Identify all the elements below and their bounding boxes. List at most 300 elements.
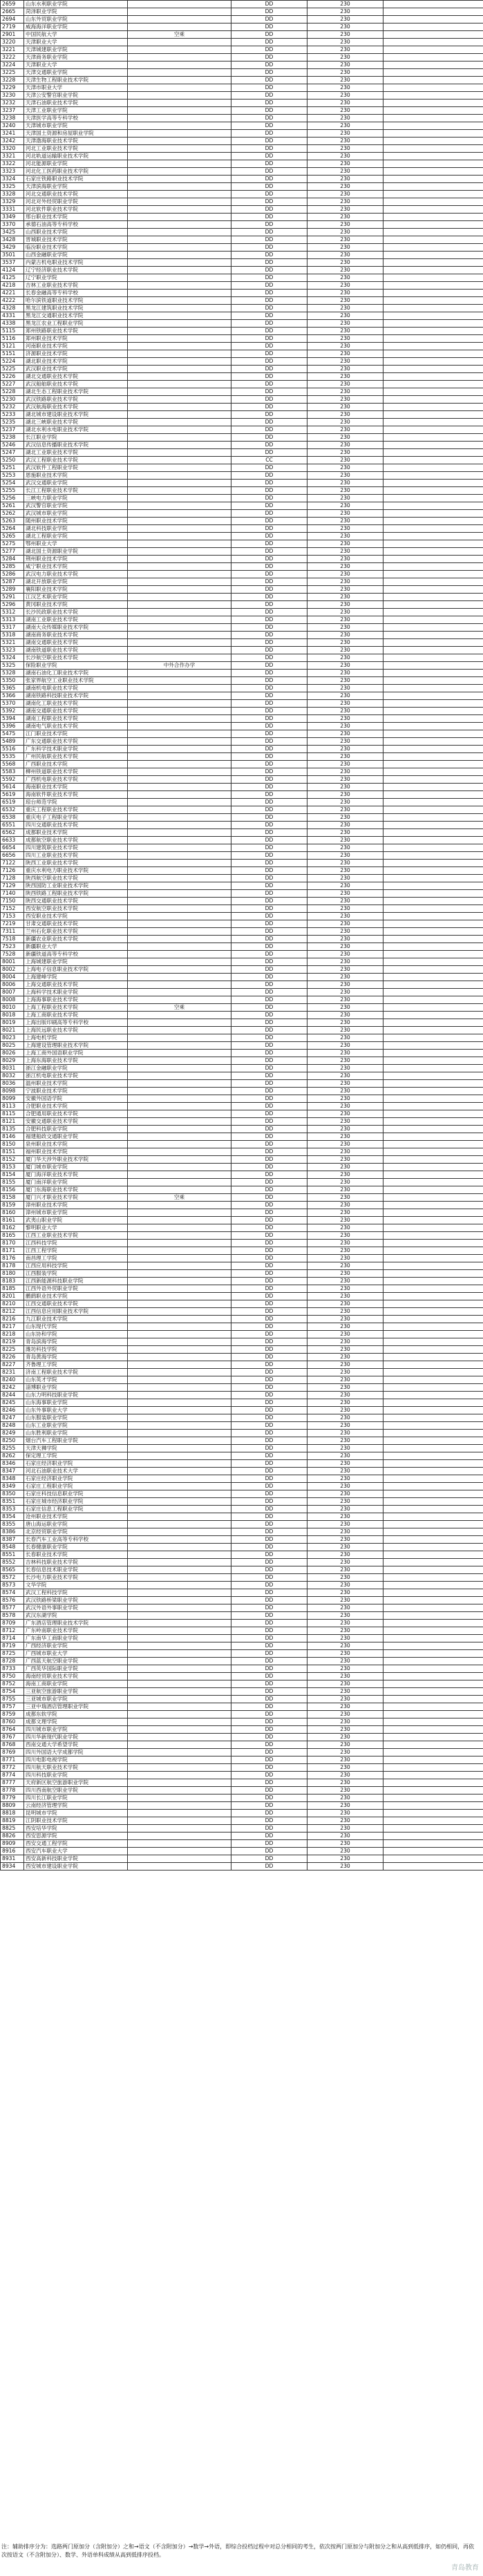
cutoff-score-cell: 230 xyxy=(307,1072,383,1080)
table-row xyxy=(1,1787,483,1794)
remark-cell xyxy=(128,312,231,320)
level-requirement-cell: DD xyxy=(231,1703,307,1711)
empty-cell xyxy=(383,738,483,746)
school-code-cell: 3329 xyxy=(1,198,24,206)
remark-cell xyxy=(128,305,231,312)
remark-cell xyxy=(128,913,231,920)
table-row xyxy=(1,61,483,69)
school-name-cell: 湖北国土资源职业学院 xyxy=(24,548,128,556)
school-code-cell: 8185 xyxy=(1,1285,24,1293)
school-code-cell: 8029 xyxy=(1,1057,24,1065)
remark-cell xyxy=(128,1688,231,1696)
school-name-cell: 山东英才学院 xyxy=(24,1376,128,1384)
empty-cell xyxy=(383,1604,483,1612)
school-code-cell: 3237 xyxy=(1,107,24,115)
table-row xyxy=(1,647,483,654)
table-row xyxy=(1,1308,483,1316)
empty-cell xyxy=(383,1384,483,1392)
school-name-cell: 广东科学技术职业学院 xyxy=(24,746,128,753)
school-name-cell: 武汉航海职业技术学院 xyxy=(24,404,128,411)
remark-cell xyxy=(128,882,231,890)
school-name-cell: 沧州职业技术学院 xyxy=(24,1513,128,1521)
level-requirement-cell: DD xyxy=(231,601,307,609)
level-requirement-cell: DD xyxy=(231,905,307,913)
remark-cell xyxy=(128,8,231,16)
remark-cell xyxy=(128,1247,231,1255)
level-requirement-cell: DD xyxy=(231,1384,307,1392)
empty-cell xyxy=(383,1863,483,1871)
school-name-cell: 成都职业技术学院 xyxy=(24,829,128,837)
table-row xyxy=(1,1726,483,1734)
remark-cell xyxy=(128,1186,231,1194)
table-row xyxy=(1,236,483,244)
remark-cell xyxy=(128,1270,231,1278)
table-row xyxy=(1,153,483,160)
school-name-cell: 烟台汽车工程职业学院 xyxy=(24,1437,128,1445)
school-name-cell: 湖南商务职业技术学院 xyxy=(24,632,128,639)
level-requirement-cell: DD xyxy=(231,305,307,312)
remark-cell xyxy=(128,1696,231,1703)
empty-cell xyxy=(383,495,483,502)
remark-cell xyxy=(128,16,231,23)
remark-cell xyxy=(128,791,231,799)
remark-cell xyxy=(128,1217,231,1224)
school-name-cell: 上海建峰学院 xyxy=(24,974,128,981)
table-row xyxy=(1,69,483,77)
school-name-cell: 重庆水利电力职业技术学院 xyxy=(24,867,128,875)
remark-cell xyxy=(128,282,231,290)
level-requirement-cell: DD xyxy=(231,1323,307,1331)
table-row xyxy=(1,700,483,708)
school-name-cell: 上海出版印刷高等专科学校 xyxy=(24,1019,128,1027)
school-code-cell: 7153 xyxy=(1,913,24,920)
remark-cell xyxy=(128,1361,231,1369)
empty-cell xyxy=(383,1680,483,1688)
school-code-cell: 8183 xyxy=(1,1278,24,1285)
school-code-cell: 6562 xyxy=(1,829,24,837)
school-code-cell: 4218 xyxy=(1,282,24,290)
level-requirement-cell: DD xyxy=(231,442,307,449)
remark-cell xyxy=(128,905,231,913)
level-requirement-cell: DD xyxy=(231,920,307,928)
school-name-cell: 湖北职业技术学院 xyxy=(24,358,128,366)
school-code-cell: 8771 xyxy=(1,1756,24,1764)
school-name-cell: 天津石油职业技术学院 xyxy=(24,100,128,107)
table-row xyxy=(1,1110,483,1118)
school-name-cell: 天津渤海职业技术学院 xyxy=(24,138,128,145)
empty-cell xyxy=(383,1141,483,1148)
remark-cell xyxy=(128,1141,231,1148)
remark-cell xyxy=(128,784,231,791)
table-row xyxy=(1,723,483,730)
empty-cell xyxy=(383,571,483,578)
school-code-cell: 3425 xyxy=(1,229,24,236)
school-name-cell: 武汉信息传播职业技术学院 xyxy=(24,442,128,449)
school-code-cell: 8772 xyxy=(1,1764,24,1772)
school-name-cell: 西安培华学院 xyxy=(24,1825,128,1832)
school-code-cell: 8387 xyxy=(1,1536,24,1544)
level-requirement-cell: DD xyxy=(231,1513,307,1521)
remark-cell xyxy=(128,1164,231,1171)
remark-cell xyxy=(128,138,231,145)
school-code-cell: 8231 xyxy=(1,1369,24,1376)
empty-cell xyxy=(383,1407,483,1414)
remark-cell xyxy=(128,1589,231,1597)
cutoff-score-cell: 230 xyxy=(307,791,383,799)
school-code-cell: 3220 xyxy=(1,39,24,46)
table-row xyxy=(1,1072,483,1080)
school-code-cell: 5233 xyxy=(1,411,24,419)
school-code-cell: 8004 xyxy=(1,974,24,981)
remark-cell xyxy=(128,244,231,252)
cutoff-score-cell: 230 xyxy=(307,1300,383,1308)
level-requirement-cell: DD xyxy=(231,791,307,799)
school-name-cell: 广西机电职业技术学院 xyxy=(24,776,128,784)
cutoff-score-cell: 230 xyxy=(307,282,383,290)
remark-cell xyxy=(128,1384,231,1392)
remark-cell xyxy=(128,1179,231,1186)
level-requirement-cell: DD xyxy=(231,1825,307,1832)
remark-cell xyxy=(128,1262,231,1270)
level-requirement-cell: DD xyxy=(231,419,307,426)
empty-cell xyxy=(383,1483,483,1490)
school-code-cell: 4338 xyxy=(1,320,24,328)
table-row xyxy=(1,1,483,8)
level-requirement-cell: DD xyxy=(231,1399,307,1407)
empty-cell xyxy=(383,1080,483,1088)
cutoff-score-cell: 230 xyxy=(307,1863,383,1871)
cutoff-score-cell: 230 xyxy=(307,1392,383,1399)
school-name-cell: 天津医学高等专科学校 xyxy=(24,115,128,122)
cutoff-score-cell: 230 xyxy=(307,1794,383,1802)
school-name-cell: 鄂州职业大学 xyxy=(24,540,128,548)
level-requirement-cell: DD xyxy=(231,366,307,373)
cutoff-score-cell: 230 xyxy=(307,1050,383,1057)
level-requirement-cell: DD xyxy=(231,92,307,100)
cutoff-score-cell: 230 xyxy=(307,1832,383,1840)
cutoff-score-cell: 230 xyxy=(307,1521,383,1528)
remark-cell xyxy=(128,1650,231,1658)
cutoff-score-cell: 230 xyxy=(307,920,383,928)
school-code-cell: 8031 xyxy=(1,1065,24,1072)
empty-cell xyxy=(383,1361,483,1369)
school-name-cell: 湖南机电职业技术学院 xyxy=(24,685,128,692)
cutoff-score-cell: 230 xyxy=(307,1475,383,1483)
level-requirement-cell: CC xyxy=(231,457,307,464)
school-code-cell: 5285 xyxy=(1,563,24,571)
school-name-cell: 安徽外国语学院 xyxy=(24,1095,128,1103)
remark-cell xyxy=(128,723,231,730)
empty-cell xyxy=(383,1422,483,1430)
school-name-cell: 厦门城市职业学院 xyxy=(24,1164,128,1171)
empty-cell xyxy=(383,1528,483,1536)
empty-cell xyxy=(383,1118,483,1126)
cutoff-score-cell: 230 xyxy=(307,974,383,981)
school-name-cell: 厦门华天涉外职业技术学院 xyxy=(24,1156,128,1164)
cutoff-score-cell: 230 xyxy=(307,518,383,525)
watermark-logo: 青岛教育 xyxy=(451,2564,479,2572)
school-code-cell: 8768 xyxy=(1,1741,24,1749)
remark-cell xyxy=(128,974,231,981)
table-row xyxy=(1,1627,483,1635)
empty-cell xyxy=(383,639,483,647)
remark-cell xyxy=(128,1787,231,1794)
school-name-cell: 柳州铁道职业技术学院 xyxy=(24,768,128,776)
school-code-cell: 5313 xyxy=(1,616,24,624)
cutoff-score-cell: 230 xyxy=(307,1019,383,1027)
empty-cell xyxy=(383,1156,483,1164)
cutoff-score-cell: 230 xyxy=(307,822,383,829)
school-code-cell: 8008 xyxy=(1,996,24,1004)
empty-cell xyxy=(383,1574,483,1582)
school-code-cell: 3501 xyxy=(1,252,24,259)
empty-cell xyxy=(383,753,483,761)
cutoff-score-cell: 230 xyxy=(307,996,383,1004)
table-row xyxy=(1,160,483,168)
cutoff-score-cell: 230 xyxy=(307,1027,383,1034)
remark-cell xyxy=(128,654,231,662)
remark-cell xyxy=(128,966,231,974)
cutoff-score-cell: 230 xyxy=(307,571,383,578)
school-name-cell: 新疆铁道高等专科学校 xyxy=(24,951,128,958)
level-requirement-cell: DD xyxy=(231,282,307,290)
level-requirement-cell: DD xyxy=(231,84,307,92)
cutoff-score-cell: 230 xyxy=(307,411,383,419)
school-name-cell: 成都文理学院 xyxy=(24,1718,128,1726)
cutoff-score-cell: 230 xyxy=(307,221,383,229)
school-name-cell: 福州职业技术学院 xyxy=(24,1148,128,1156)
school-name-cell: 武汉铁路桥梁职业学院 xyxy=(24,1597,128,1604)
school-name-cell: 漳州城市职业学院 xyxy=(24,1209,128,1217)
remark-cell xyxy=(128,1133,231,1141)
school-code-cell: 5396 xyxy=(1,723,24,730)
empty-cell xyxy=(383,54,483,61)
school-code-cell: 8819 xyxy=(1,1817,24,1825)
cutoff-score-cell: 230 xyxy=(307,1582,383,1589)
cutoff-score-cell: 230 xyxy=(307,1483,383,1490)
table-row xyxy=(1,974,483,981)
school-name-cell: 琼台师范学院 xyxy=(24,799,128,806)
table-row xyxy=(1,1574,483,1582)
remark-cell xyxy=(128,1331,231,1338)
school-code-cell: 8346 xyxy=(1,1460,24,1468)
table-row xyxy=(1,1194,483,1202)
remark-cell xyxy=(128,601,231,609)
cutoff-score-cell: 230 xyxy=(307,852,383,860)
level-requirement-cell: DD xyxy=(231,138,307,145)
cutoff-score-cell: 230 xyxy=(307,1711,383,1718)
remark-cell xyxy=(128,799,231,806)
school-code-cell: 3537 xyxy=(1,259,24,267)
empty-cell xyxy=(383,320,483,328)
level-requirement-cell: DD xyxy=(231,662,307,670)
remark-cell xyxy=(128,388,231,396)
school-name-cell: 上海工程职业技术学院 xyxy=(24,1004,128,1012)
cutoff-score-cell: 230 xyxy=(307,244,383,252)
remark-cell xyxy=(128,533,231,540)
cutoff-score-cell: 230 xyxy=(307,464,383,472)
table-row xyxy=(1,1658,483,1665)
table-row xyxy=(1,639,483,647)
level-requirement-cell: DD xyxy=(231,1506,307,1513)
cutoff-score-cell: 230 xyxy=(307,837,383,844)
empty-cell xyxy=(383,404,483,411)
empty-cell xyxy=(383,1012,483,1019)
empty-cell xyxy=(383,974,483,981)
school-code-cell: 5318 xyxy=(1,632,24,639)
remark-cell xyxy=(128,426,231,434)
level-requirement-cell: DD xyxy=(231,556,307,563)
level-requirement-cell: DD xyxy=(231,571,307,578)
empty-cell xyxy=(383,366,483,373)
school-code-cell: 5151 xyxy=(1,350,24,358)
school-name-cell: 昆明城市学院 xyxy=(24,1810,128,1817)
table-row xyxy=(1,1293,483,1300)
cutoff-score-cell: 230 xyxy=(307,472,383,480)
remark-cell xyxy=(128,920,231,928)
school-name-cell: 湖北水利水电职业技术学院 xyxy=(24,426,128,434)
level-requirement-cell: DD xyxy=(231,1430,307,1437)
level-requirement-cell: DD xyxy=(231,586,307,594)
empty-cell xyxy=(383,1498,483,1506)
empty-cell xyxy=(383,1787,483,1794)
school-name-cell: 河北对外经贸职业学院 xyxy=(24,198,128,206)
cutoff-score-cell: 230 xyxy=(307,343,383,350)
remark-cell xyxy=(128,639,231,647)
school-name-cell: 山东外贸职业学院 xyxy=(24,16,128,23)
table-row xyxy=(1,84,483,92)
empty-cell xyxy=(383,1756,483,1764)
remark-cell xyxy=(128,594,231,601)
cutoff-score-cell: 230 xyxy=(307,1004,383,1012)
school-code-cell: 8170 xyxy=(1,1240,24,1247)
level-requirement-cell: DD xyxy=(231,563,307,571)
cutoff-score-cell: 230 xyxy=(307,1308,383,1316)
remark-cell xyxy=(128,160,231,168)
level-requirement-cell: DD xyxy=(231,1544,307,1551)
empty-cell xyxy=(383,837,483,844)
remark-cell xyxy=(128,442,231,449)
remark-cell xyxy=(128,730,231,738)
school-name-cell: 浙江金融职业学院 xyxy=(24,1065,128,1072)
table-row xyxy=(1,1604,483,1612)
level-requirement-cell: DD xyxy=(231,578,307,586)
empty-cell xyxy=(383,153,483,160)
empty-cell xyxy=(383,206,483,214)
empty-cell xyxy=(383,282,483,290)
empty-cell xyxy=(383,1171,483,1179)
remark-cell xyxy=(128,46,231,54)
level-requirement-cell: DD xyxy=(231,1551,307,1559)
school-code-cell: 6551 xyxy=(1,822,24,829)
level-requirement-cell: DD xyxy=(231,221,307,229)
school-code-cell: 8242 xyxy=(1,1384,24,1392)
empty-cell xyxy=(383,647,483,654)
remark-cell xyxy=(128,1095,231,1103)
school-name-cell: 湖北工业职业技术学院 xyxy=(24,449,128,457)
level-requirement-cell: DD xyxy=(231,510,307,518)
remark-cell xyxy=(128,1566,231,1574)
school-code-cell: 8552 xyxy=(1,1559,24,1566)
empty-cell xyxy=(383,981,483,989)
table-row xyxy=(1,1141,483,1148)
level-requirement-cell: DD xyxy=(231,373,307,381)
empty-cell xyxy=(383,1437,483,1445)
cutoff-score-cell: 230 xyxy=(307,457,383,464)
table-row xyxy=(1,913,483,920)
empty-cell xyxy=(383,791,483,799)
school-code-cell: 8719 xyxy=(1,1642,24,1650)
cutoff-score-cell: 230 xyxy=(307,1650,383,1658)
table-row xyxy=(1,1475,483,1483)
empty-cell xyxy=(383,1825,483,1832)
school-code-cell: 5263 xyxy=(1,518,24,525)
table-row xyxy=(1,1027,483,1034)
school-name-cell: 合肥通用职业技术学院 xyxy=(24,1110,128,1118)
cutoff-score-cell: 230 xyxy=(307,510,383,518)
empty-cell xyxy=(383,335,483,343)
empty-cell xyxy=(383,236,483,244)
remark-cell xyxy=(128,457,231,464)
school-code-cell: 8262 xyxy=(1,1452,24,1460)
cutoff-score-cell: 230 xyxy=(307,191,383,198)
cutoff-score-cell: 230 xyxy=(307,1148,383,1156)
remark-cell xyxy=(128,1430,231,1437)
empty-cell xyxy=(383,145,483,153)
remark-cell xyxy=(128,274,231,282)
empty-cell xyxy=(383,1126,483,1133)
remark-cell xyxy=(128,92,231,100)
empty-cell xyxy=(383,905,483,913)
table-row xyxy=(1,1262,483,1270)
school-name-cell: 西安职业技术学院 xyxy=(24,913,128,920)
cutoff-score-cell: 230 xyxy=(307,1559,383,1566)
school-name-cell: 湖南化工职业技术学院 xyxy=(24,700,128,708)
empty-cell xyxy=(383,616,483,624)
cutoff-score-cell: 230 xyxy=(307,700,383,708)
level-requirement-cell: DD xyxy=(231,1308,307,1316)
school-code-cell: 8752 xyxy=(1,1680,24,1688)
school-name-cell: 广东南华工商职业学院 xyxy=(24,1635,128,1642)
school-code-cell: 8249 xyxy=(1,1430,24,1437)
school-name-cell: 九江职业技术学院 xyxy=(24,1316,128,1323)
empty-cell xyxy=(383,624,483,632)
cutoff-score-cell: 230 xyxy=(307,1331,383,1338)
remark-cell xyxy=(128,746,231,753)
school-name-cell: 西安航空职业技术学院 xyxy=(24,905,128,913)
school-name-cell: 黑龙江交通职业技术学院 xyxy=(24,312,128,320)
table-row xyxy=(1,905,483,913)
school-code-cell: 8774 xyxy=(1,1772,24,1779)
table-row xyxy=(1,1703,483,1711)
empty-cell xyxy=(383,1513,483,1521)
school-code-cell: 8115 xyxy=(1,1110,24,1118)
empty-cell xyxy=(383,244,483,252)
level-requirement-cell: DD xyxy=(231,670,307,677)
cutoff-score-cell: 230 xyxy=(307,677,383,685)
remark-cell xyxy=(128,616,231,624)
remark-cell xyxy=(128,776,231,784)
cutoff-score-cell: 230 xyxy=(307,1224,383,1232)
empty-cell xyxy=(383,1726,483,1734)
table-row xyxy=(1,1642,483,1650)
school-name-cell: 广西城市职业大学 xyxy=(24,1650,128,1658)
table-row xyxy=(1,1240,483,1247)
level-requirement-cell: DD xyxy=(231,852,307,860)
school-name-cell: 新疆职业大学 xyxy=(24,943,128,951)
remark-cell xyxy=(128,1551,231,1559)
cutoff-score-cell: 230 xyxy=(307,122,383,130)
